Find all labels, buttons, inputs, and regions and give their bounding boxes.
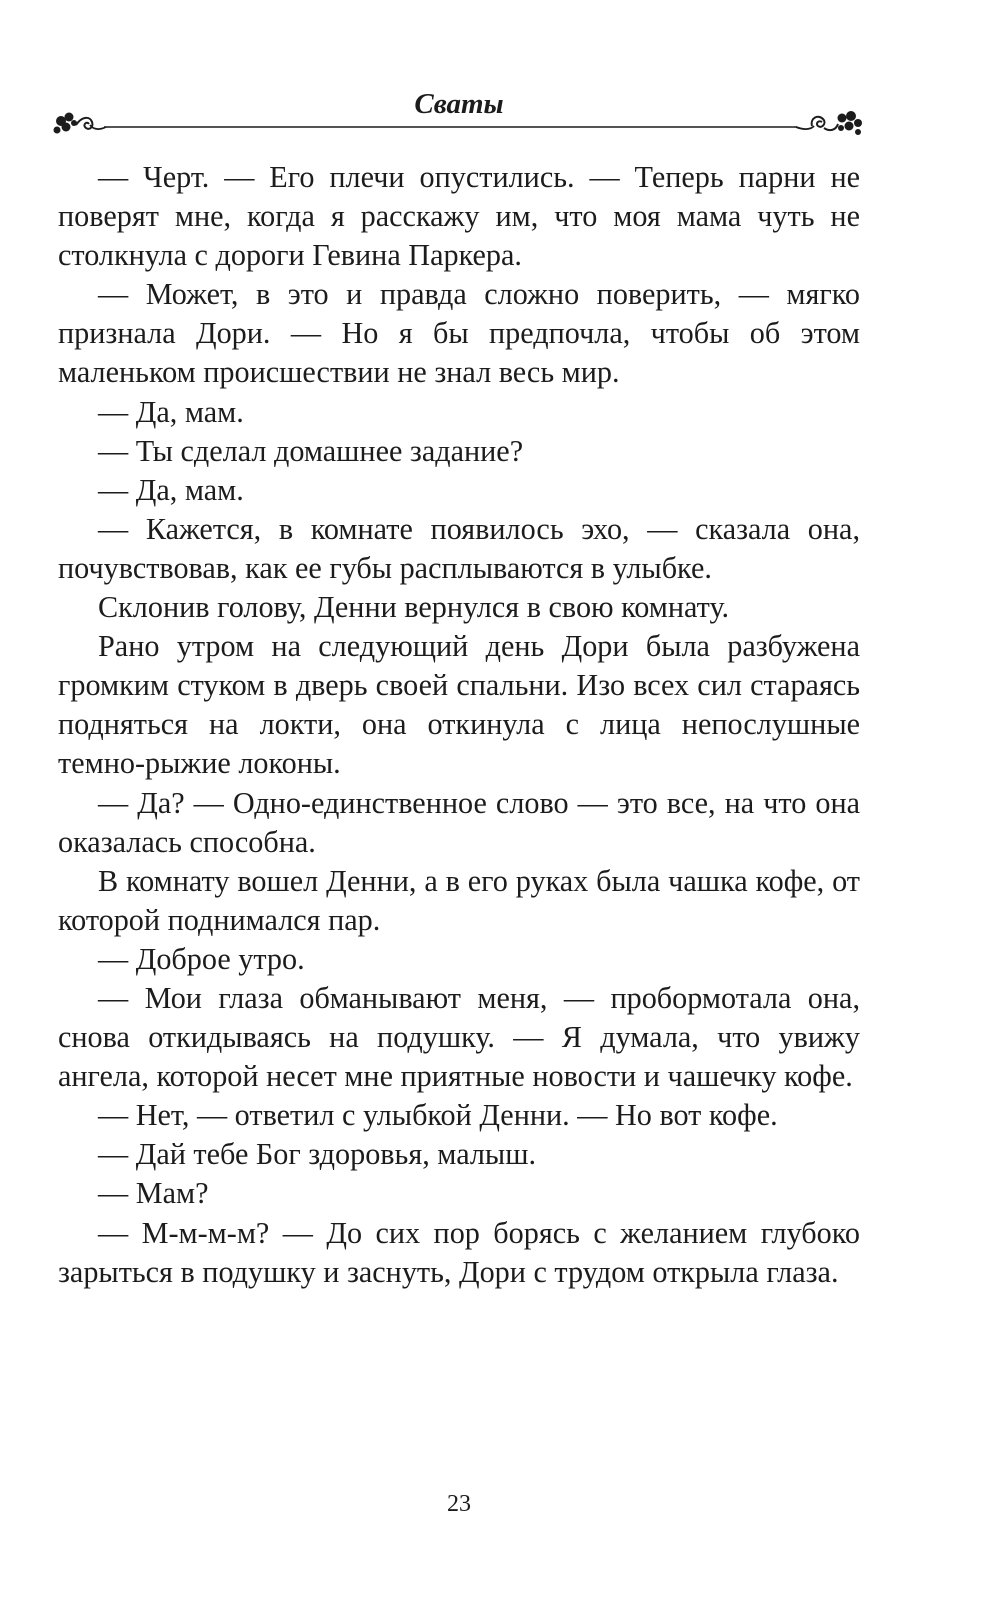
paragraph: — М-м-м-м? — До сих пор борясь с желанием глубоко зарыться в подушку и заснуть, Дори с трудом открыла глаза.: [58, 1215, 860, 1289]
paragraph: — Черт. — Его плечи опустились. — Теперь парни не поверят мне, когда я расскажу им, что моя мама чуть не столкнула с дороги Гевина Паркера.: [58, 160, 860, 273]
left-flourish-icon: [54, 113, 107, 134]
running-title: Сваты: [414, 88, 504, 120]
page-number: 23: [447, 1491, 471, 1517]
right-flourish-icon: [796, 111, 862, 135]
paragraph: — Кажется, в комнате появилось эхо, — сказала она, почувствовав, как ее губы расплываются в улыбке.: [58, 511, 860, 585]
paragraph: — Да? — Одно-единственное слово — это все, на что она оказалась способна.: [58, 785, 860, 859]
paragraph: — Нет, — ответил с улыбкой Денни. — Но вот кофе.: [98, 1098, 778, 1133]
paragraph: — Да, мам.: [98, 472, 244, 507]
paragraph: Склонив голову, Денни вернулся в свою комнату.: [98, 590, 730, 625]
paragraph: В комнату вошел Денни, а в его руках была чашка кофе, от которой поднимался пар.: [58, 863, 860, 937]
body-text: [58, 158, 860, 1292]
paragraph: — Мам?: [98, 1176, 209, 1211]
paragraph: — Доброе утро.: [98, 941, 305, 976]
paragraph: — Ты сделал домашнее задание?: [98, 433, 524, 468]
paragraph: — Мои глаза обманывают меня, — пробормотала она, снова откидываясь на подушку. — Я думала, что увижу ангела, которой несет мне приятные новости и чашечку кофе.: [58, 980, 860, 1094]
header-rule: [52, 108, 870, 142]
paragraph: Рано утром на следующий день Дори была разбужена громким стуком в дверь своей спальни. Изо всех сил стараясь подняться на локти, она откинула с лица непослушные темно-рыжие локоны.: [58, 629, 860, 781]
paragraph: — Дай тебе Бог здоровья, малыш.: [98, 1137, 536, 1172]
paragraph: — Да, мам.: [98, 394, 244, 429]
paragraph: — Может, в это и правда сложно поверить, — мягко признала Дори. — Но я бы предпочла, чтобы об этом маленьком происшествии не знал весь мир.: [58, 277, 860, 390]
